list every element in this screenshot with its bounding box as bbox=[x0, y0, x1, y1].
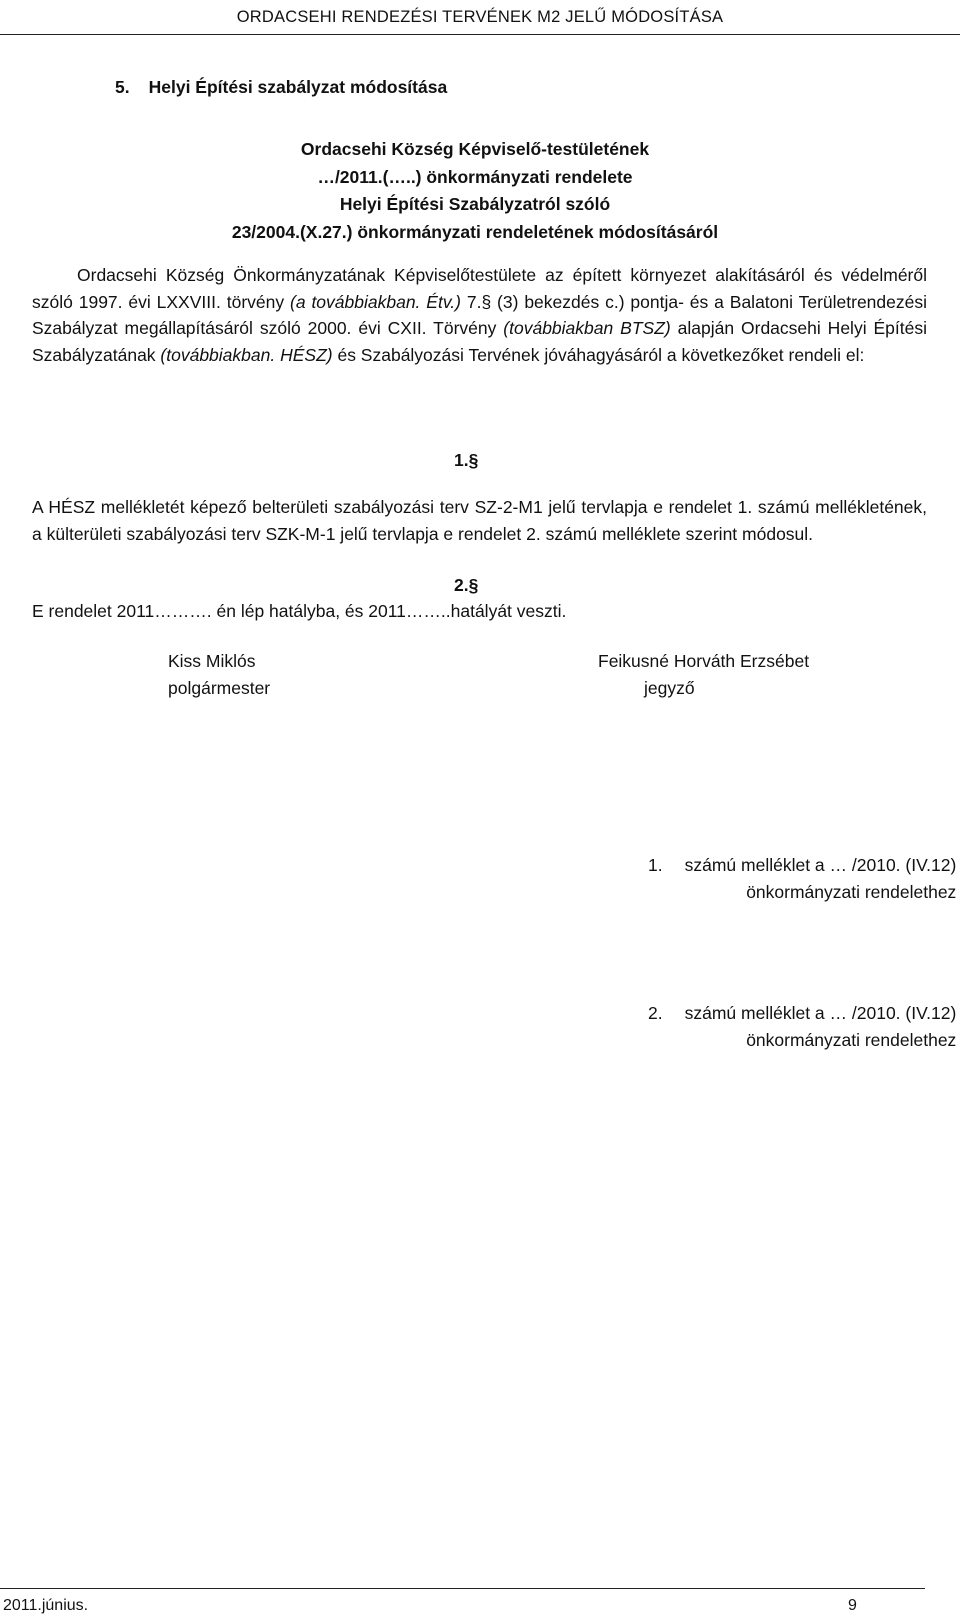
page-number: 9 bbox=[848, 1597, 857, 1614]
footer-rule bbox=[0, 1588, 925, 1589]
preamble-paragraph bbox=[32, 262, 927, 368]
preamble-part-1: Ordacsehi Község Önkormányzatának Képviselőtestülete az épített környezet alakításáról és védelméről szóló 1997. évi LXXVIII. törvény bbox=[32, 265, 927, 312]
section-number: 5. bbox=[115, 77, 130, 97]
annex-1-line1: számú melléklet a … /2010. (IV.12) bbox=[684, 855, 957, 875]
signature-right-role: jegyző bbox=[644, 677, 695, 698]
running-header: ORDACSEHI RENDEZÉSI TERVÉNEK M2 JELŰ MÓDOSÍTÁSA bbox=[236, 8, 724, 26]
section-heading bbox=[115, 74, 447, 101]
signature-right bbox=[598, 648, 809, 701]
annex-2-note bbox=[648, 1000, 956, 1053]
section-title: Helyi Építési szabályzat módosítása bbox=[148, 77, 448, 97]
annex-1-line2: önkormányzati rendelethez bbox=[746, 881, 957, 902]
header-rule bbox=[0, 34, 960, 35]
signature-left-name: Kiss Miklós bbox=[168, 651, 256, 671]
preamble-part-6: (továbbiakban. HÉSZ) bbox=[160, 344, 333, 365]
decree-title-line2: …/2011.(…..) önkormányzati rendelete bbox=[317, 166, 633, 187]
signature-left-role: polgármester bbox=[168, 677, 271, 698]
preamble-part-5: alapján Ordacsehi Helyi Építési Szabályzatának bbox=[32, 318, 928, 365]
preamble-part-7: és Szabályozási Tervének jóváhagyásáról a következőket rendeli el: bbox=[332, 344, 865, 365]
annex-1-note bbox=[648, 852, 956, 905]
article-2-heading: 2.§ bbox=[454, 575, 479, 595]
signature-left bbox=[168, 648, 270, 701]
preamble-part-3: 7.§ (3) bekezdés c.) pontja- és a Balatoni Területrendezési Szabályzat megállapításáról szóló 2000. évi CXII. Törvény bbox=[32, 291, 927, 338]
preamble-part-4: (továbbiakban BTSZ) bbox=[503, 318, 671, 338]
decree-title-line1: Ordacsehi Község Képviselő-testületének bbox=[300, 139, 650, 159]
annex-2-line2: önkormányzati rendelethez bbox=[746, 1029, 957, 1050]
decree-title-line4: 23/2004.(X.27.) önkormányzati rendeletének módosításáról bbox=[231, 221, 719, 242]
signature-right-name: Feikusné Horváth Erzsébet bbox=[598, 651, 810, 671]
footer-date: 2011.június. bbox=[3, 1597, 89, 1614]
article-1-heading: 1.§ bbox=[454, 450, 479, 470]
article-1-text: A HÉSZ mellékletét képező belterületi szabályozási terv SZ-2-M1 jelű tervlapja e rendelet 1. számú mellékletének, a külterületi szabályozási terv SZK-M-1 jelű tervlapja e rendelet 2. számú melléklete szerint módosul. bbox=[32, 497, 927, 544]
annex-2-number: 2. bbox=[648, 1003, 663, 1023]
article-2-text: E rendelet 2011………. én lép hatályba, és 2011……..hatályát veszti. bbox=[32, 601, 567, 621]
annex-1-number: 1. bbox=[648, 855, 663, 875]
decree-title-line3: Helyi Építési Szabályzatról szóló bbox=[339, 194, 611, 214]
preamble-part-2: (a továbbiakban. Étv.) bbox=[290, 291, 461, 312]
decree-title bbox=[190, 136, 760, 246]
annex-2-line1: számú melléklet a … /2010. (IV.12) bbox=[684, 1003, 957, 1023]
